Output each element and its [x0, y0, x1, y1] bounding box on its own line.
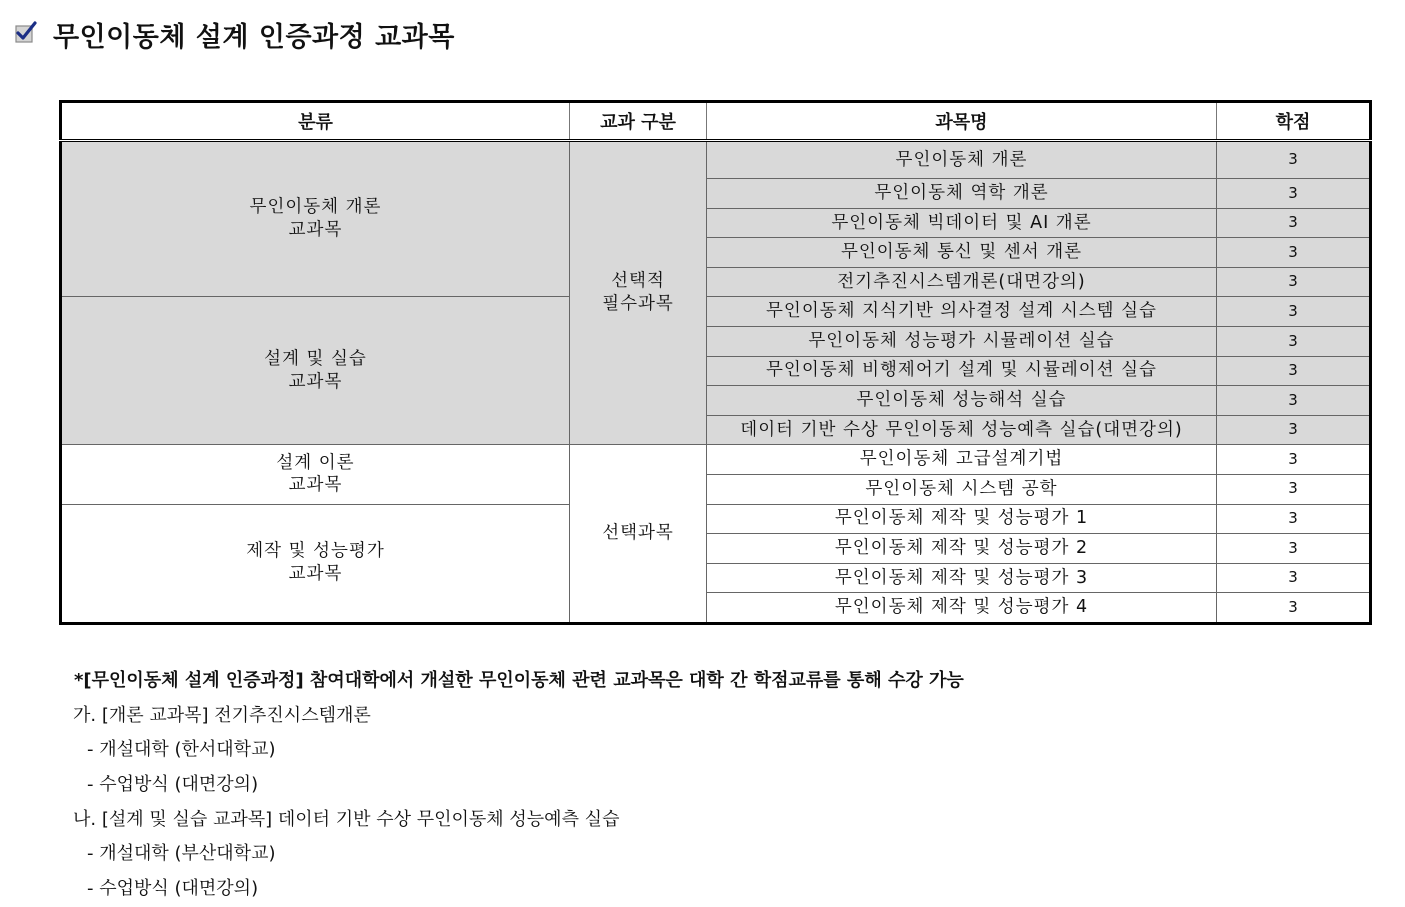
category-text: 설계 및 실습 교과목 — [264, 349, 367, 392]
course-cell: 무인이동체 고급설계기법 — [707, 445, 1217, 475]
credit-cell: 3 — [1217, 238, 1371, 268]
category-cell-practice — [61, 297, 570, 445]
course-cell: 무인이동체 제작 및 성능평가 2 — [707, 534, 1217, 564]
note-item-a: 가. [개론 교과목] 전기추진시스템개론 — [73, 704, 371, 726]
credit-cell: 3 — [1217, 179, 1371, 209]
course-cell: 무인이동체 제작 및 성능평가 4 — [707, 593, 1217, 624]
credit-cell: 3 — [1217, 504, 1371, 534]
credit-cell: 3 — [1217, 208, 1371, 238]
note-item-b: 나. [설계 및 실습 교과목] 데이터 기반 수상 무인이동체 성능예측 실습 — [73, 808, 620, 830]
course-cell: 무인이동체 시스템 공학 — [707, 474, 1217, 504]
header-category: 분류 — [61, 102, 570, 141]
credit-cell: 3 — [1217, 297, 1371, 327]
course-table — [59, 100, 1372, 625]
table-row — [61, 297, 1371, 327]
course-cell: 무인이동체 통신 및 센서 개론 — [707, 238, 1217, 268]
credit-cell: 3 — [1217, 415, 1371, 445]
course-cell: 무인이동체 제작 및 성능평가 3 — [707, 563, 1217, 593]
course-cell: 전기추진시스템개론(대면강의) — [707, 267, 1217, 297]
credit-cell: 3 — [1217, 267, 1371, 297]
course-cell: 무인이동체 지식기반 의사결정 설계 시스템 실습 — [707, 297, 1217, 327]
type-cell-required — [570, 141, 707, 445]
category-label — [62, 196, 569, 242]
table-header-row — [61, 102, 1371, 141]
type-text: 선택과목 — [602, 523, 674, 544]
course-cell: 무인이동체 제작 및 성능평가 1 — [707, 504, 1217, 534]
course-cell: 무인이동체 역학 개론 — [707, 179, 1217, 209]
header-course: 과목명 — [707, 102, 1217, 141]
credit-cell: 3 — [1217, 534, 1371, 564]
checkbox-checked-icon — [15, 21, 37, 43]
note-item-a-university: - 개설대학 (한서대학교) — [87, 739, 276, 761]
type-cell-elective — [570, 445, 707, 624]
category-text: 설계 이론 교과목 — [276, 452, 355, 496]
notes-headline: *[무인이동체 설계 인증과정] 참여대학에서 개설한 무인이동체 관련 교과목은 대학 간 학점교류를 통해 수강 가능 — [74, 670, 964, 691]
credit-cell: 3 — [1217, 141, 1371, 179]
course-cell: 무인이동체 성능평가 시뮬레이션 실습 — [707, 326, 1217, 356]
note-item-b-method: - 수업방식 (대면강의) — [87, 878, 259, 900]
table-row — [61, 445, 1371, 475]
course-cell: 무인이동체 빅데이터 및 AI 개론 — [707, 208, 1217, 238]
category-cell-theory — [61, 445, 570, 504]
table-row — [61, 504, 1371, 534]
header-type: 교과 구분 — [570, 102, 707, 141]
course-cell: 무인이동체 개론 — [707, 141, 1217, 179]
course-cell: 데이터 기반 수상 무인이동체 성능예측 실습(대면강의) — [707, 415, 1217, 445]
credit-cell: 3 — [1217, 386, 1371, 416]
type-text: 선택적 필수과목 — [602, 271, 674, 315]
page-title: 무인이동체 설계 인증과정 교과목 — [53, 21, 455, 53]
note-item-a-method: - 수업방식 (대면강의) — [87, 774, 259, 796]
table-row — [61, 141, 1371, 179]
credit-cell: 3 — [1217, 356, 1371, 386]
course-cell: 무인이동체 비행제어기 설계 및 시뮬레이션 실습 — [707, 356, 1217, 386]
credit-cell: 3 — [1217, 563, 1371, 593]
category-text: 무인이동체 개론 교과목 — [249, 197, 382, 241]
category-cell-intro — [61, 141, 570, 297]
credit-cell: 3 — [1217, 474, 1371, 504]
credit-cell: 3 — [1217, 326, 1371, 356]
page-header — [15, 14, 455, 54]
credit-cell: 3 — [1217, 445, 1371, 475]
credit-cell: 3 — [1217, 593, 1371, 624]
header-credit: 학점 — [1217, 102, 1371, 141]
notes-section — [74, 664, 964, 907]
category-text: 제작 및 성능평가 교과목 — [246, 541, 385, 585]
category-cell-fabrication — [61, 504, 570, 623]
note-item-b-university: - 개설대학 (부산대학교) — [87, 843, 276, 865]
course-cell: 무인이동체 성능해석 실습 — [707, 386, 1217, 416]
